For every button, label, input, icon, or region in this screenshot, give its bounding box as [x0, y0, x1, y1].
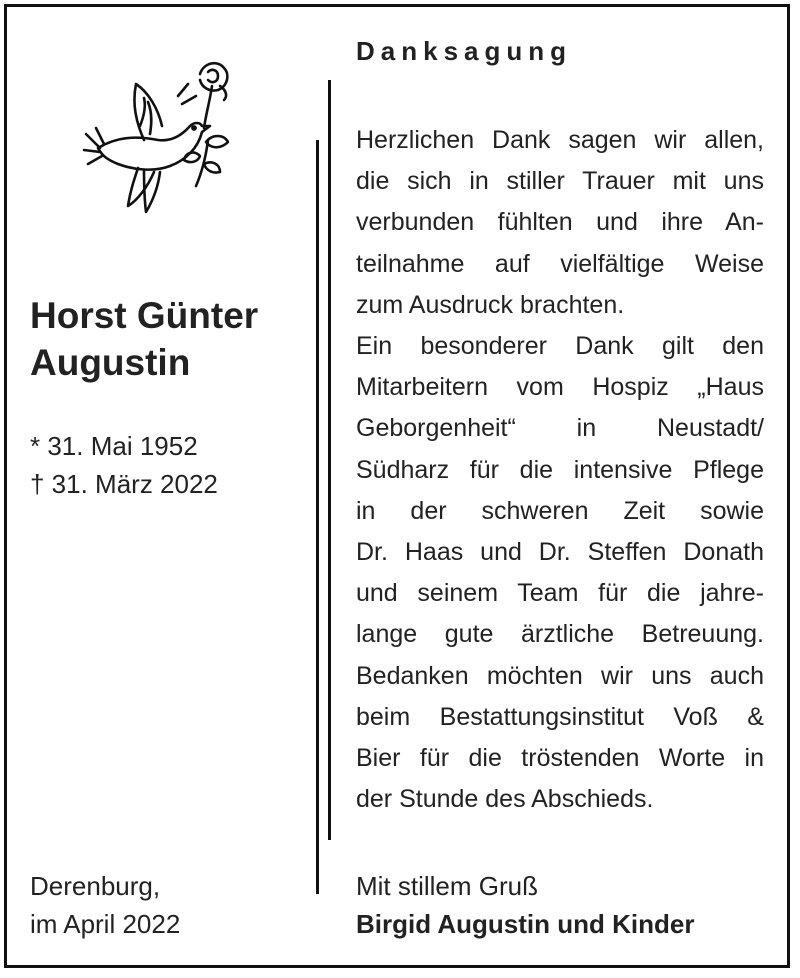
- text-line: Geborgenheit“ in Neustadt/: [356, 414, 764, 443]
- divider-line-left: [316, 140, 319, 894]
- notice-heading: Danksagung: [356, 36, 573, 66]
- signature: Birgid Augustin und Kinder: [356, 909, 695, 939]
- text-line: Mitarbeitern vom Hospiz „Haus: [356, 373, 764, 402]
- text-line: die sich in stiller Trauer mit uns: [356, 167, 764, 196]
- date-line: im April 2022: [30, 909, 181, 939]
- text-line: Bedanken möchten wir uns auch: [356, 661, 764, 690]
- deceased-name: [30, 292, 310, 386]
- dove-with-rose-icon: [78, 56, 238, 226]
- place-and-date: [30, 867, 310, 943]
- divider-line-right: [328, 80, 331, 840]
- text-line: in der schweren Zeit sowie: [356, 496, 764, 525]
- text-line: verbunden fühlten und ihre An-: [356, 208, 764, 237]
- life-dates: [30, 427, 310, 503]
- text-line: lange gute ärztliche Betreuung.: [356, 620, 764, 649]
- death-date: † 31. März 2022: [30, 469, 218, 499]
- text-line: Dr. Haas und Dr. Steffen Donath: [356, 538, 764, 567]
- text-line: und seinem Team für die jahre-: [356, 579, 764, 608]
- text-line: beim Bestattungsinstitut Voß &: [356, 702, 764, 731]
- place-line: Derenburg,: [30, 871, 161, 901]
- text-line: Ein besonderer Dank gilt den: [356, 332, 764, 361]
- deceased-name-line-2: Augustin: [30, 342, 191, 383]
- closing-block: [356, 867, 776, 943]
- thank-you-text: [356, 120, 764, 820]
- deceased-name-line-1: Horst Günter: [30, 295, 259, 336]
- text-line: teilnahme auf vielfältige Weise: [356, 249, 764, 278]
- text-line: Herzlichen Dank sagen wir allen,: [356, 126, 764, 154]
- birth-date: * 31. Mai 1952: [30, 431, 198, 461]
- text-line: Bier für die tröstenden Worte in: [356, 744, 764, 773]
- text-line: Südharz für die intensive Pflege: [356, 455, 764, 484]
- closing-greeting: Mit stillem Gruß: [356, 871, 538, 901]
- text-line: der Stunde des Abschieds.: [356, 785, 654, 814]
- text-line: zum Ausdruck brachten.: [356, 290, 625, 319]
